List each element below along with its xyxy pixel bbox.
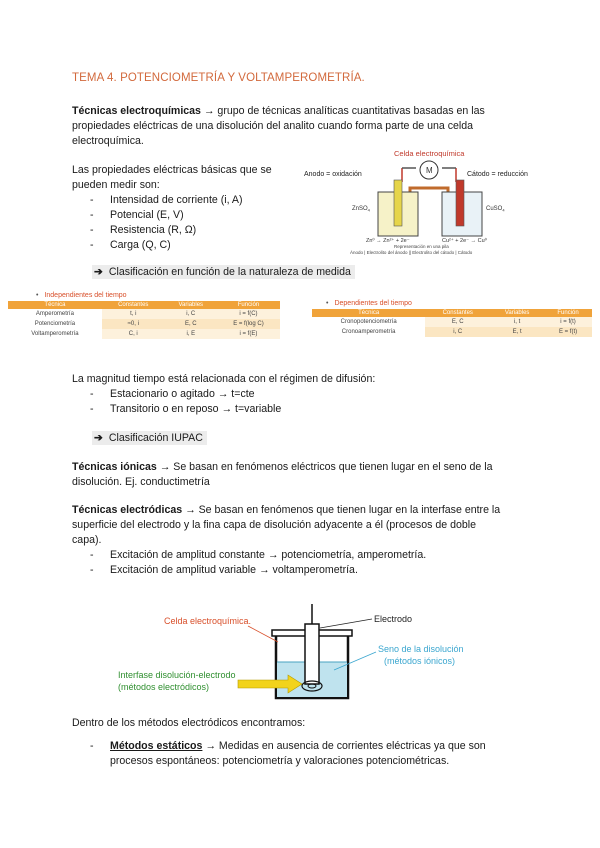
- anode-reaction: Zn⁰ → Zn²⁺ + 2e⁻: [366, 238, 410, 244]
- table-row: Voltamperometría C, i i, E i = f(E): [8, 329, 280, 339]
- zinc-electrode: [394, 180, 402, 226]
- electrode-label: Electrodo: [374, 614, 413, 624]
- table-row: Cronoamperometría i, C E, t E = f(t): [312, 327, 592, 337]
- list-item: - Transitorio o en reposo → t=variable: [90, 402, 532, 417]
- properties-block: Las propiedades eléctricas básicas que se pueden medir son: - Intensidad de corriente (i, A) - Potencial (E, V) - Resistencia (R, Ω) - Carga (Q, C): [72, 163, 312, 253]
- electrochemical-cell-figure: [302, 144, 530, 256]
- arrow-icon: ➔: [94, 432, 103, 444]
- table-time-independent: • Independientes del tiempo Técnica Constantes Variables Función Amperometría t, i i, C i = f(C) Potenciometría ≈0, i E, C E = f(log C) Voltamperometría C, i i, E i = f(E): [8, 292, 280, 339]
- copper-electrode: [456, 180, 464, 226]
- list-item: - Excitación de amplitud variable → voltamperometría.: [90, 563, 542, 578]
- time-paragraph: La magnitud tiempo está relacionada con el régimen de difusión: - Estacionario o agitado → t=cte - Transitorio o en reposo → t=variable: [72, 372, 532, 417]
- electrode-term: Técnicas electródicas: [72, 504, 183, 516]
- electrode-techniques-paragraph: Técnicas electródicas → Se basan en fenómenos que tienen lugar en la interfase entre la superficie del electrodo y la fina capa de disolución adyacente a él (procesos de doble capa). - Excitación de amplitud constante → potenciometría, amperometría. - Excitación de amplitud variable → voltamperometría.: [72, 503, 542, 578]
- electrode: [305, 624, 319, 684]
- solution-bulk-label: Seno de la disolución: [378, 644, 464, 654]
- cathode-reaction: Cu²⁺ + 2e⁻ → Cu⁰: [442, 238, 487, 244]
- svg-text:CuSO4: CuSO$_4$: [486, 206, 505, 213]
- electrode-methods-intro: Dentro de los métodos electródicos encontramos:: [72, 717, 306, 729]
- ionic-term: Técnicas iónicas: [72, 461, 157, 473]
- cell-caption-1: Representación en una pila: [394, 244, 449, 249]
- svg-text:(métodos iónicos): (métodos iónicos): [384, 656, 456, 666]
- static-methods-item: [72, 739, 542, 769]
- intro-term: Técnicas electroquímicas: [72, 105, 201, 117]
- list-item: - Potencial (E, V): [90, 208, 312, 223]
- intro-paragraph: Técnicas electroquímicas → grupo de técnicas analíticas cuantitativas basadas en las propiedades eléctricas de una disolución del analito cuando forma parte de una celda electroquímica.: [72, 105, 485, 147]
- section-classification-nature: ➔ Clasificación en función de la naturaleza de medida: [92, 265, 355, 280]
- ionic-techniques-paragraph: Técnicas iónicas → Se basan en fenómenos eléctricos que tienen lugar en el seno de la disolución. Ej. conductimetría: [72, 461, 493, 488]
- table-row: Potenciometría ≈0, i E, C E = f(log C): [8, 319, 280, 329]
- svg-text:ZnSO4: ZnSO$_4$: [352, 206, 370, 213]
- cell-title: Celda electroquímica: [394, 149, 465, 158]
- cell-label: Celda electroquímica.: [164, 616, 252, 626]
- cell-caption-2: Ánodo | Electrolito del ánodo || Electrolito del cátodo | Cátodo: [350, 250, 473, 255]
- static-methods-term: Métodos estáticos: [110, 740, 203, 752]
- anode-label: Anodo = oxidación: [304, 171, 362, 178]
- list-item: - Estacionario o agitado → t=cte: [90, 387, 532, 402]
- list-item: - Métodos estáticos → Medidas en ausencia de corrientes eléctricas ya que son procesos espontáneos: potenciometría y valoraciones potenciométricas.: [90, 739, 542, 769]
- list-item: - Resistencia (R, Ω): [90, 223, 312, 238]
- motor-label: M: [426, 166, 433, 175]
- table-time-dependent: • Dependientes del tiempo Técnica Constantes Variables Función Cronopotenciometría E, C i, t i = f(t) Cronoamperometría i, C E, t E = f(t): [312, 300, 592, 337]
- page-title: TEMA 4. POTENCIOMETRÍA Y VOLTAMPEROMETRÍA.: [72, 72, 365, 84]
- arrow-icon: [238, 675, 302, 693]
- table-row: Amperometría t, i i, C i = f(C): [8, 309, 280, 319]
- table-row: Cronopotenciometría E, C i, t i = f(t): [312, 317, 592, 327]
- svg-text:(métodos electródicos): (métodos electródicos): [118, 682, 210, 692]
- electrode-interface-figure: [112, 596, 492, 708]
- list-item: - Excitación de amplitud constante → potenciometría, amperometría.: [90, 548, 542, 563]
- arrow-icon: ➔: [94, 266, 103, 278]
- interface-label: Interfase disolución-electrodo: [118, 670, 236, 680]
- section-classification-iupac: ➔ Clasificación IUPAC: [92, 431, 207, 446]
- list-item: - Intensidad de corriente (i, A): [90, 193, 312, 208]
- list-item: - Carga (Q, C): [90, 238, 312, 253]
- cathode-label: Cátodo = reducción: [467, 171, 528, 178]
- properties-list: [90, 193, 312, 253]
